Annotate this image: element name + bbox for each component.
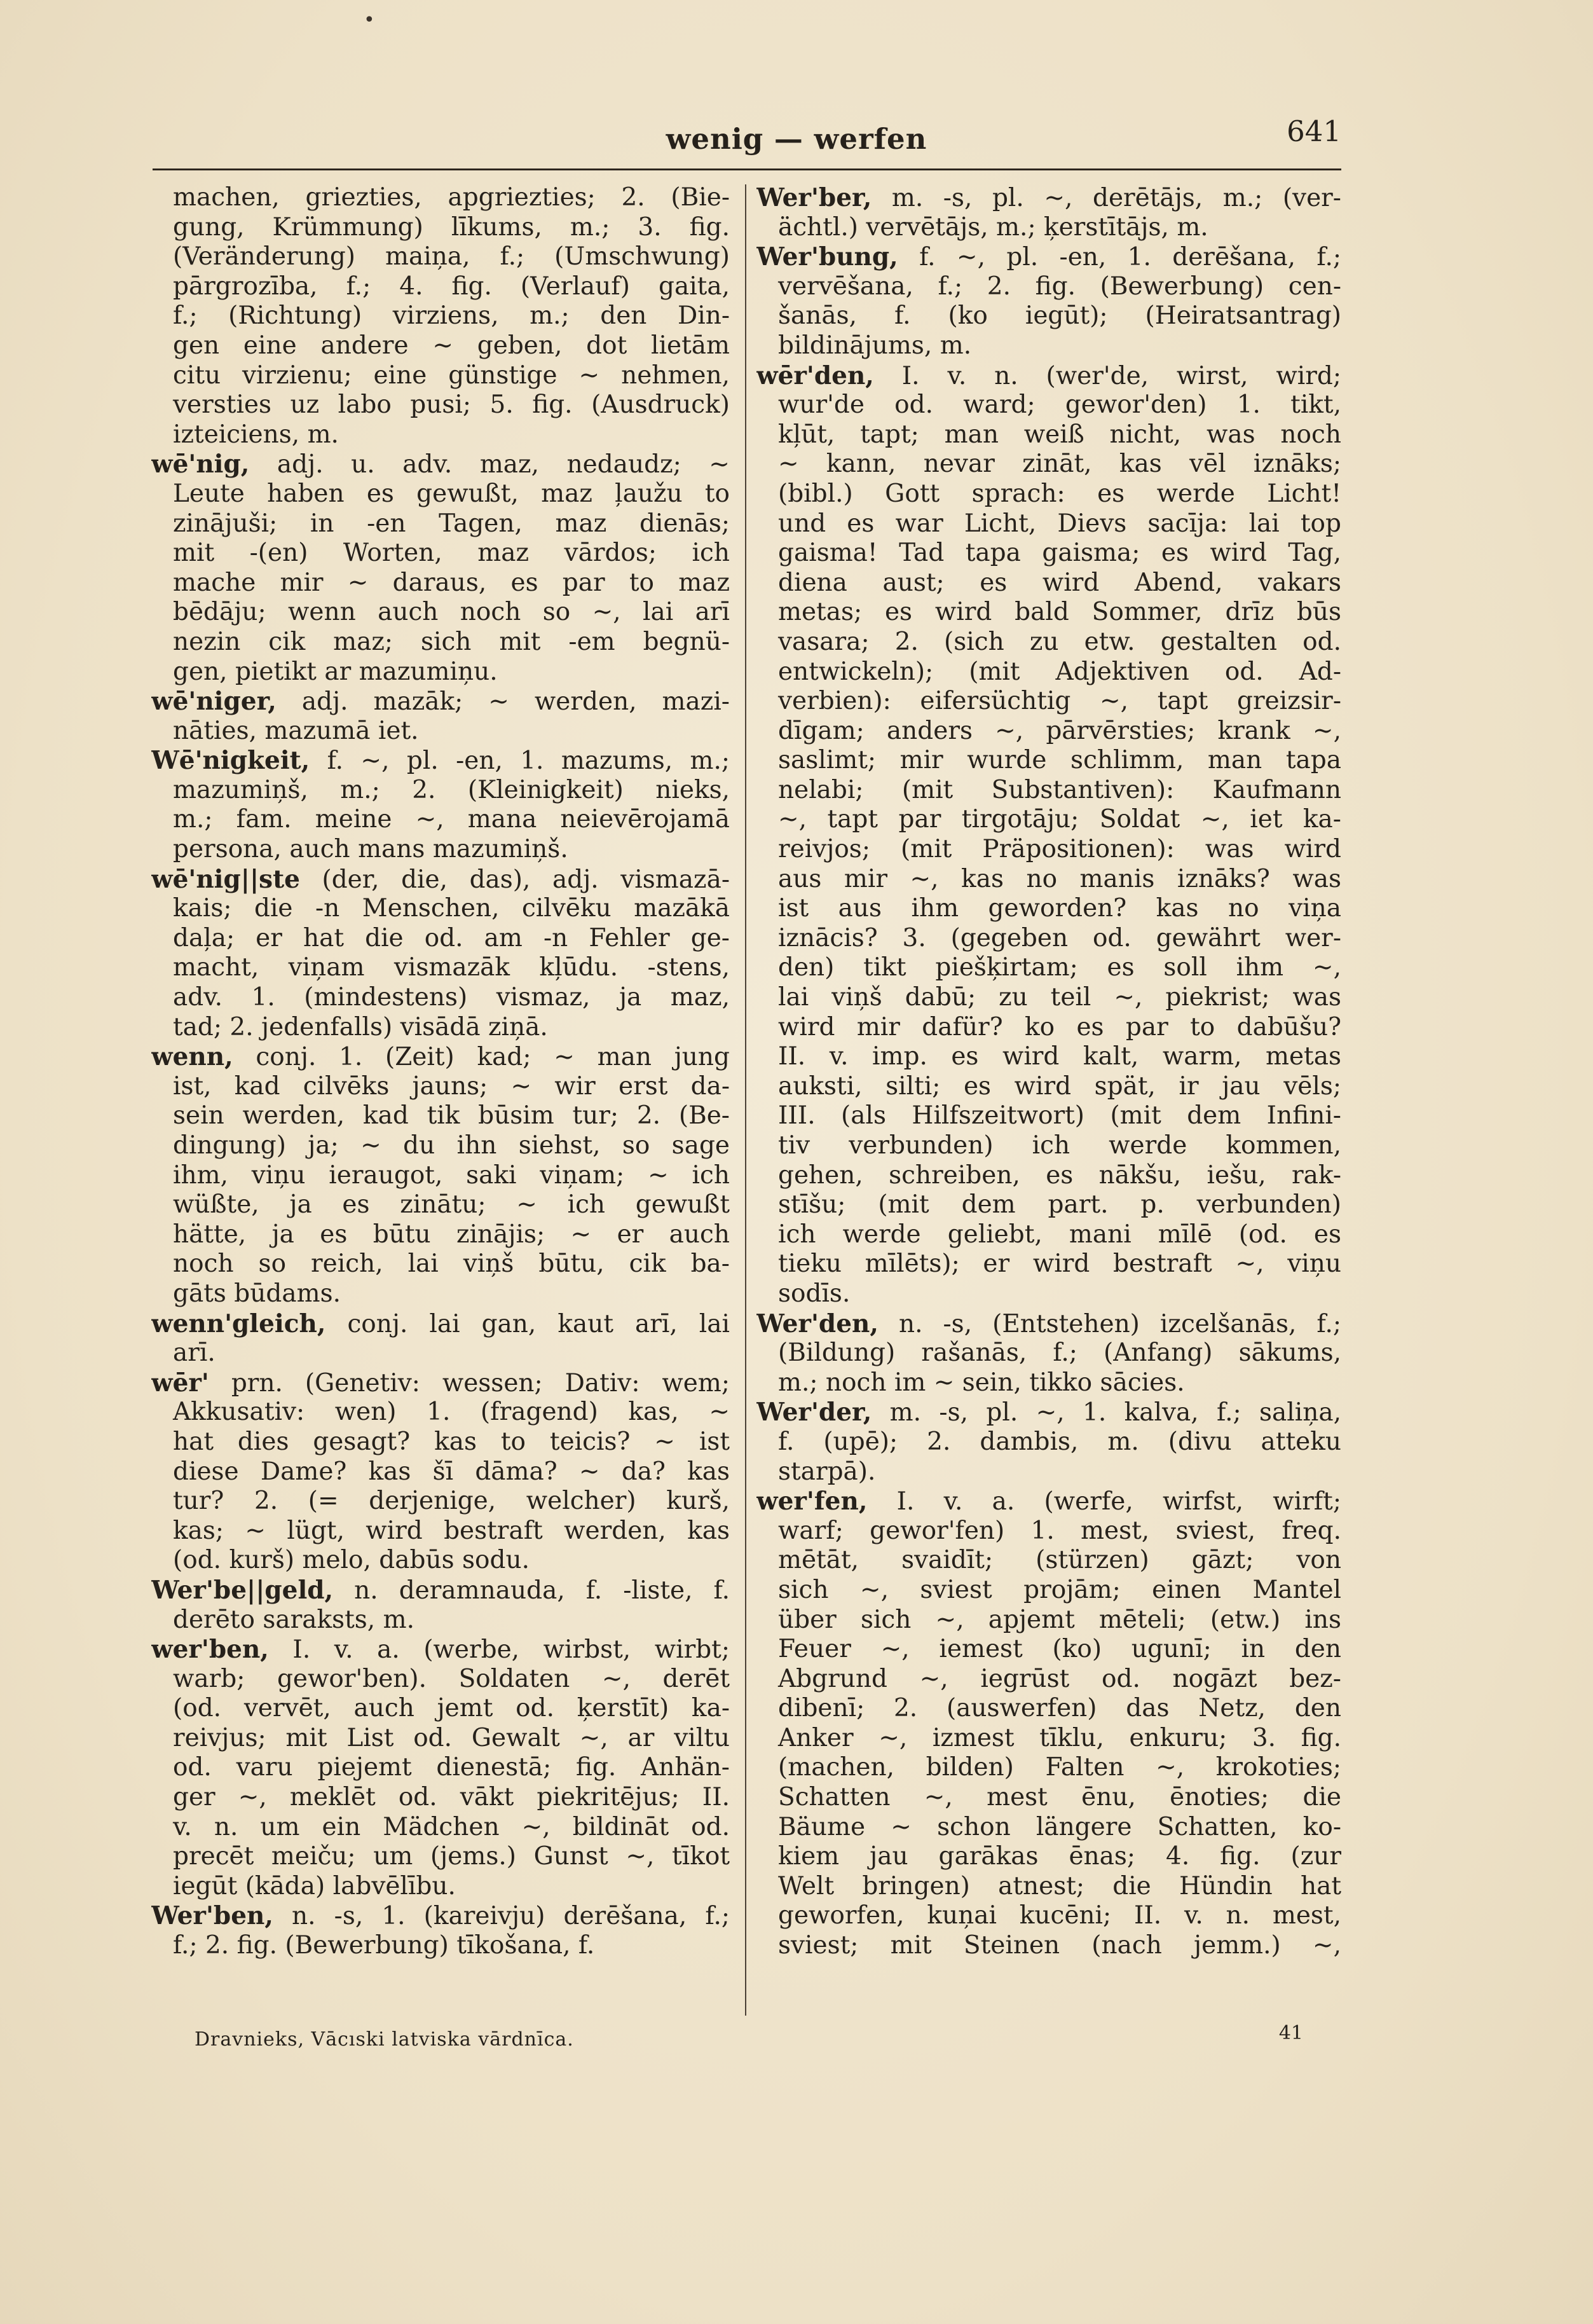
entry-text: Bäume ~ schon längere Schatten, ko- xyxy=(778,1812,1341,1841)
entry-text: šanās, f. (ko iegūt); (Heiratsantrag) xyxy=(778,301,1341,331)
entry-text: saslimt; mir wurde schlimm, man tapa xyxy=(778,746,1341,775)
entry-line xyxy=(151,1901,730,1931)
entry-line xyxy=(756,1161,1341,1191)
entry-line xyxy=(756,420,1341,450)
entry-text: sein werden, kad tik būsim tur; 2. (Be- xyxy=(173,1101,730,1131)
entry-text: od. varu piejemt dienestā; fig. Anhän- xyxy=(173,1753,730,1782)
entry-line xyxy=(151,1813,730,1843)
headword: wē'nig, xyxy=(151,450,250,479)
entry-line xyxy=(151,1398,730,1427)
left-column xyxy=(151,183,730,1961)
entry-line xyxy=(756,1842,1341,1872)
entry-line xyxy=(151,1546,730,1576)
entry-line xyxy=(151,1338,730,1368)
entry-text: pārgrozība, f.; 4. fig. (Verlauf) gaita, xyxy=(173,272,730,301)
headword: wenn'gleich, xyxy=(151,1309,326,1338)
entry-line xyxy=(756,1220,1341,1250)
entry-text: tur? 2. (= derjenige, welcher) kurš, xyxy=(173,1487,730,1516)
headword: Wer'ben, xyxy=(151,1901,273,1931)
entry-text: f.; 2. fig. (Bewerbung) tīkošana, f. xyxy=(173,1931,595,1960)
entry-text: mache mir ~ daraus, es par to maz xyxy=(173,568,730,597)
entry-line xyxy=(756,1635,1341,1665)
entry-line xyxy=(756,776,1341,806)
entry-line xyxy=(756,539,1341,568)
entry-text: macht, viņam vismazāk kļūdu. -stens, xyxy=(173,953,730,982)
entry-text: über sich ~, apjemt mēteli; (etw.) ins xyxy=(778,1605,1341,1634)
top-mark: • xyxy=(364,9,375,31)
entry-line xyxy=(151,361,730,391)
entry-line xyxy=(151,1368,730,1398)
running-title: wenig — werfen xyxy=(666,122,927,156)
entry-text: adj. mazāk; ~ werden, mazi- xyxy=(276,687,730,717)
entry-text: hat dies gesagt? kas to teicis? ~ ist xyxy=(173,1427,730,1456)
entry-text: wur'de od. ward; gewor'den) 1. tikt, xyxy=(778,390,1341,420)
entry-text: (od. vervēt, auch jemt od. ķerstīt) ka- xyxy=(173,1694,730,1723)
entry-text: ~, tapt par tirgotāju; Soldat ~, iet ka- xyxy=(778,805,1341,834)
entry-line xyxy=(151,924,730,954)
entry-line xyxy=(756,805,1341,835)
entry-text: ist aus ihm geworden? kas no viņa xyxy=(778,894,1341,923)
entry-text: noch so reich, lai viņš būtu, cik ba- xyxy=(173,1249,730,1279)
entry-text: m. -s, pl. ~, derētājs, m.; (ver- xyxy=(872,184,1341,212)
entry-line xyxy=(756,953,1341,983)
entry-line xyxy=(151,1665,730,1695)
entry-line xyxy=(756,717,1341,746)
entry-line xyxy=(151,1427,730,1457)
entry-text: n. deramnauda, f. -liste, f. xyxy=(333,1576,730,1605)
headword: wē'nig||ste xyxy=(151,864,300,894)
entry-text: m. -s, pl. ~, 1. kalva, f.; saliņa, xyxy=(872,1398,1341,1427)
headword: Wer'ber, xyxy=(756,183,872,212)
entry-text: prn. (Genetiv: wessen; Dativ: wem; xyxy=(209,1368,730,1398)
entry-line xyxy=(756,1042,1341,1072)
entry-line xyxy=(756,687,1341,717)
headword: wēr'den, xyxy=(756,361,874,390)
footer-source: Dravnieks, Vācıski latviska vārdnīca. xyxy=(195,2028,574,2051)
entry-text: (der, die, das), adj. vismazā- xyxy=(299,865,730,894)
entry-text: Akkusativ: wen) 1. (fragend) kas, ~ xyxy=(173,1398,730,1427)
entry-text: gāts būdams. xyxy=(173,1279,341,1308)
entry-text: diena aust; es wird Abend, vakars xyxy=(778,568,1341,597)
entry-text: aus mir ~, kas no manis iznāks? was xyxy=(778,864,1341,893)
entry-text: ihm, viņu ieraugot, saki viņam; ~ ich xyxy=(173,1160,730,1190)
entry-line xyxy=(151,301,730,331)
entry-line xyxy=(756,509,1341,539)
entry-text: versties uz labo pusi; 5. fig. (Ausdruck) xyxy=(173,390,730,420)
entry-line xyxy=(151,717,730,746)
headword: wēr' xyxy=(151,1368,209,1398)
entry-text: ger ~, meklēt od. vākt piekritējus; II. xyxy=(173,1783,730,1812)
entry-text: (Bildung) rašanās, f.; (Anfang) sākums, xyxy=(778,1338,1341,1368)
entry-text: gaisma! Tad tapa gaisma; es wird Tag, xyxy=(778,539,1341,568)
entry-line xyxy=(756,1131,1341,1161)
entry-text: reivjos; (mit Präpositionen): was wird xyxy=(778,835,1341,864)
headword: Wer'be||geld, xyxy=(151,1575,334,1605)
entry-text: nelabi; (mit Substantiven): Kaufmann xyxy=(778,775,1341,804)
entry-text: wüßte, ja es zinātu; ~ ich gewußt xyxy=(173,1190,730,1220)
entry-line xyxy=(756,865,1341,895)
entry-line xyxy=(151,213,730,243)
entry-text: vasara; 2. (sich zu etw. gestalten od. xyxy=(778,627,1341,656)
entry-line xyxy=(151,953,730,983)
entry-text: mit -(en) Worten, maz vārdos; ich xyxy=(173,539,730,568)
entry-line xyxy=(151,1605,730,1635)
headword: Wer'bung, xyxy=(756,242,898,272)
entry-text: derēto saraksts, m. xyxy=(173,1605,414,1634)
entry-text: lai viņš dabū; zu teil ~, piekrist; was xyxy=(778,983,1341,1012)
right-column xyxy=(756,183,1341,1961)
entry-line xyxy=(756,1516,1341,1546)
entry-text: persona, auch mans mazumiņš. xyxy=(173,835,568,864)
entry-text: reivjus; mit List od. Gewalt ~, ar viltu xyxy=(173,1723,730,1752)
entry-line xyxy=(756,1279,1341,1309)
entry-text: f.; (Richtung) virziens, m.; den Din- xyxy=(173,301,730,331)
entry-line xyxy=(756,1576,1341,1605)
entry-line xyxy=(756,479,1341,509)
entry-text: iegūt (kāda) labvēlību. xyxy=(173,1871,456,1901)
entry-line xyxy=(756,450,1341,479)
entry-line xyxy=(151,1516,730,1546)
entry-text: den) tikt piešķirtam; es soll ihm ~, xyxy=(778,953,1341,982)
entry-line xyxy=(756,1694,1341,1724)
entry-text: ist, kad cilvēks jauns; ~ wir erst da- xyxy=(173,1071,730,1101)
entry-line xyxy=(756,1872,1341,1902)
entry-text: dīgam; anders ~, pārvērsties; krank ~, xyxy=(778,716,1341,745)
entry-text: auksti, silti; es wird spät, ir jau vēls; xyxy=(778,1071,1341,1101)
entry-line xyxy=(151,894,730,924)
entry-text: n. -s, (Entstehen) izcelšanās, f.; xyxy=(878,1309,1341,1338)
entry-text: diese Dame? kas šī dāma? ~ da? kas xyxy=(173,1457,730,1486)
entry-text: ächtl.) vervētājs, m.; ķerstītājs, m. xyxy=(778,212,1208,242)
entry-text: m.; fam. meine ~, mana neievērojamā xyxy=(173,805,730,834)
entry-text: sviest; mit Steinen (nach jemm.) ~, xyxy=(778,1931,1341,1960)
entry-line xyxy=(756,894,1341,924)
entry-text: conj. 1. (Zeit) kad; ~ man jung xyxy=(233,1043,730,1072)
entry-text: f. ~, pl. -en, 1. derēšana, f.; xyxy=(898,243,1341,272)
entry-text: I. v. a. (werfe, wirfst, wirft; xyxy=(867,1487,1341,1516)
headword: Wer'der, xyxy=(756,1398,872,1427)
entry-line xyxy=(756,1309,1341,1339)
headword: Wer'den, xyxy=(756,1309,879,1338)
entry-text: m.; noch im ~ sein, tikko sācies. xyxy=(778,1368,1185,1397)
entry-line xyxy=(151,1161,730,1191)
entry-line xyxy=(151,183,730,213)
entry-line xyxy=(756,1457,1341,1487)
entry-text: arī. xyxy=(173,1338,215,1368)
entry-line xyxy=(151,1072,730,1102)
entry-line xyxy=(151,1872,730,1902)
entry-text: entwickeln); (mit Adjektiven od. Ad- xyxy=(778,657,1341,686)
entry-line xyxy=(756,213,1341,243)
entry-line xyxy=(151,1783,730,1813)
entry-line xyxy=(151,628,730,657)
entry-line xyxy=(756,1101,1341,1131)
entry-line xyxy=(756,1931,1341,1961)
entry-line xyxy=(756,183,1341,213)
entry-text: citu virzienu; eine günstige ~ nehmen, xyxy=(173,361,730,390)
entry-line xyxy=(756,1249,1341,1279)
entry-line xyxy=(756,628,1341,657)
entry-line xyxy=(151,420,730,450)
entry-text: mētāt, svaidīt; (stürzen) gāzt; von xyxy=(778,1546,1341,1575)
entry-line xyxy=(756,1901,1341,1931)
entry-text: (od. kurš) melo, dabūs sodu. xyxy=(173,1546,530,1575)
entry-text: bēdāju; wenn auch noch so ~, lai arī xyxy=(173,598,730,627)
headword: wē'niger, xyxy=(151,687,277,717)
entry-line xyxy=(151,390,730,420)
entry-line xyxy=(151,272,730,302)
entry-text: mazumiņš, m.; 2. (Kleinigkeit) nieks, xyxy=(173,775,730,804)
entry-line xyxy=(151,746,730,776)
entry-line xyxy=(151,1487,730,1516)
entry-text: dibenī; 2. (auswerfen) das Netz, den xyxy=(778,1694,1341,1723)
entry-text: Schatten ~, mest ēnu, ēnoties; die xyxy=(778,1783,1341,1812)
entry-text: izteiciens, m. xyxy=(173,420,339,449)
entry-text: Welt bringen) atnest; die Hündin hat xyxy=(778,1871,1341,1901)
page-number: 641 xyxy=(1287,114,1341,148)
footer-sheet-number: 41 xyxy=(1278,2022,1303,2044)
entry-line xyxy=(151,1190,730,1220)
entry-line xyxy=(756,1190,1341,1220)
entry-line xyxy=(151,1042,730,1072)
entry-line xyxy=(151,1635,730,1665)
entry-line xyxy=(151,1694,730,1724)
entry-text: nāties, mazumā iet. xyxy=(173,716,419,745)
entry-text: warb; gewor'ben). Soldaten ~, derēt xyxy=(173,1664,730,1693)
entry-line xyxy=(151,835,730,865)
entry-line xyxy=(151,1931,730,1961)
entry-text: und es war Licht, Dievs sacīja: lai top xyxy=(778,509,1341,538)
entry-line xyxy=(756,1724,1341,1754)
entry-text: bildinājums, m. xyxy=(778,331,972,360)
entry-line xyxy=(756,1368,1341,1398)
entry-line xyxy=(151,1131,730,1161)
entry-text: kiem jau garākas ēnas; 4. fig. (zur xyxy=(778,1842,1341,1871)
entry-line xyxy=(151,598,730,628)
entry-text: Abgrund ~, iegrūst od. nogāzt bez- xyxy=(778,1664,1341,1693)
entry-text: vervēšana, f.; 2. fig. (Bewerbung) cen- xyxy=(778,272,1341,301)
entry-line xyxy=(756,390,1341,420)
headword: Wē'nigkeit, xyxy=(151,746,310,776)
entry-line xyxy=(756,598,1341,628)
entry-text: dingung) ja; ~ du ihn siehst, so sage xyxy=(173,1131,730,1160)
entry-text: tiv verbunden) ich werde kommen, xyxy=(778,1131,1341,1160)
entry-line xyxy=(756,746,1341,776)
entry-line xyxy=(756,1665,1341,1695)
entry-text: warf; gewor'fen) 1. mest, sviest, freq. xyxy=(778,1516,1341,1545)
entry-text: gehen, schreiben, es nākšu, iešu, rak- xyxy=(778,1160,1341,1190)
entry-text: starpā). xyxy=(778,1457,876,1486)
entry-text: f. ~, pl. -en, 1. mazums, m.; xyxy=(310,746,730,776)
entry-text: tad; 2. jedenfalls) visādā ziņā. xyxy=(173,1012,548,1042)
entry-line xyxy=(151,1576,730,1605)
entry-text: I. v. n. (wer'de, wirst, wird; xyxy=(873,361,1341,390)
entry-text: n. -s, 1. (kareivju) derēšana, f.; xyxy=(273,1902,730,1931)
entry-text: zinājuši; in -en Tagen, maz dienās; xyxy=(173,509,730,538)
entry-line xyxy=(151,450,730,479)
entry-line xyxy=(756,1013,1341,1043)
entry-line xyxy=(151,983,730,1013)
header-rule xyxy=(153,168,1341,170)
entry-line xyxy=(151,1309,730,1339)
entry-line xyxy=(151,1101,730,1131)
entry-text: wird mir dafür? ko es par to dabūšu? xyxy=(778,1012,1341,1042)
entry-text: conj. lai gan, kaut arī, lai xyxy=(325,1309,730,1338)
entry-line xyxy=(756,301,1341,331)
entry-text: II. v. imp. es wird kalt, warm, metas xyxy=(778,1042,1341,1071)
entry-line xyxy=(756,1072,1341,1102)
entry-text: ich werde geliebt, mani mīlē (od. es xyxy=(778,1220,1341,1249)
entry-text: gung, Krümmung) līkums, m.; 3. fig. xyxy=(173,212,730,242)
entry-text: v. n. um ein Mädchen ~, bildināt od. xyxy=(173,1812,730,1841)
entry-line xyxy=(151,1724,730,1754)
entry-line xyxy=(151,1457,730,1487)
entry-text: adj. u. adv. maz, nedaudz; ~ xyxy=(249,450,730,479)
entry-line xyxy=(151,1220,730,1250)
column-divider xyxy=(745,184,746,2016)
entry-line xyxy=(756,1546,1341,1576)
entry-text: sodīs. xyxy=(778,1279,851,1308)
entry-text: Leute haben es gewußt, maz ļaužu to xyxy=(173,479,730,508)
entry-text: hätte, ja es būtu zinājis; ~ er auch xyxy=(173,1220,730,1249)
entry-line xyxy=(151,687,730,717)
entry-text: adv. 1. (mindestens) vismaz, ja maz, xyxy=(173,983,730,1012)
entry-line xyxy=(756,657,1341,687)
entry-line xyxy=(151,776,730,806)
entry-text: iznācis? 3. (gegeben od. gewährt wer- xyxy=(778,923,1341,952)
entry-line xyxy=(756,835,1341,865)
entry-line xyxy=(756,242,1341,272)
entry-text: I. v. a. (werbe, wirbst, wirbt; xyxy=(268,1635,730,1665)
entry-text: f. (upē); 2. dambis, m. (divu atteku xyxy=(778,1427,1341,1456)
entry-text: kais; die -n Menschen, cilvēku mazākā xyxy=(173,894,730,923)
entry-line xyxy=(151,509,730,539)
entry-line xyxy=(151,865,730,895)
entry-line xyxy=(756,361,1341,391)
entry-line xyxy=(151,805,730,835)
headword: wer'ben, xyxy=(151,1635,269,1665)
entry-line xyxy=(151,1013,730,1043)
entry-line xyxy=(151,657,730,687)
entry-text: kļūt, tapt; man weiß nicht, was noch xyxy=(778,420,1341,449)
entry-line xyxy=(756,1487,1341,1516)
headword: wenn, xyxy=(151,1042,233,1072)
entry-text: daļa; er hat die od. am -n Fehler ge- xyxy=(173,923,730,952)
headword: wer'fen, xyxy=(756,1487,868,1516)
entry-line xyxy=(756,568,1341,598)
entry-text: kas; ~ lügt, wird bestraft werden, kas xyxy=(173,1516,730,1545)
entry-text: (bibl.) Gott sprach: es werde Licht! xyxy=(778,479,1341,508)
entry-line xyxy=(756,272,1341,302)
entry-text: precēt meiču; um (jems.) Gunst ~, tīkot xyxy=(173,1842,730,1871)
entry-text: verbien): eifersüchtig ~, tapt greizsir- xyxy=(778,687,1341,716)
entry-text: Anker ~, izmest tīklu, enkuru; 3. fig. xyxy=(778,1723,1341,1752)
entry-text: machen, griezties, apgriezties; 2. (Bie- xyxy=(173,183,730,212)
entry-text: tieku mīlēts); er wird bestraft ~, viņu xyxy=(778,1249,1341,1279)
entry-line xyxy=(756,1813,1341,1843)
entry-line xyxy=(756,924,1341,954)
entry-line xyxy=(756,331,1341,361)
entry-line xyxy=(756,1783,1341,1813)
entry-line xyxy=(151,479,730,509)
entry-line xyxy=(151,242,730,272)
entry-text: Feuer ~, iemest (ko) ugunī; in den xyxy=(778,1635,1341,1664)
entry-text: gen eine andere ~ geben, dot lietām xyxy=(173,331,730,360)
entry-line xyxy=(756,1338,1341,1368)
entry-line xyxy=(151,1249,730,1279)
entry-text: nezin cik maz; sich mit -em begnü- xyxy=(173,627,730,656)
entry-line xyxy=(151,1279,730,1309)
entry-text: III. (als Hilfszeitwort) (mit dem Infini- xyxy=(778,1101,1341,1131)
entry-line xyxy=(151,539,730,568)
entry-line xyxy=(756,1427,1341,1457)
entry-text: sich ~, sviest projām; einen Mantel xyxy=(778,1575,1341,1604)
entry-line xyxy=(151,1842,730,1872)
entry-text: (machen, bilden) Falten ~, krokoties; xyxy=(778,1753,1341,1782)
entry-line xyxy=(756,1753,1341,1783)
entry-line xyxy=(756,1605,1341,1635)
entry-text: geworfen, kuņai kucēni; II. v. n. mest, xyxy=(778,1901,1341,1930)
entry-line xyxy=(151,331,730,361)
entry-text: gen, pietikt ar mazumiņu. xyxy=(173,657,498,686)
entry-text: metas; es wird bald Sommer, drīz būs xyxy=(778,598,1341,627)
entry-text: (Veränderung) maiņa, f.; (Umschwung) xyxy=(173,242,730,272)
entry-line xyxy=(756,983,1341,1013)
entry-text: ~ kann, nevar zināt, kas vēl iznāks; xyxy=(778,450,1341,479)
entry-text: stīšu; (mit dem part. p. verbunden) xyxy=(778,1190,1341,1220)
entry-line xyxy=(151,1753,730,1783)
entry-line xyxy=(756,1398,1341,1427)
entry-line xyxy=(151,568,730,598)
